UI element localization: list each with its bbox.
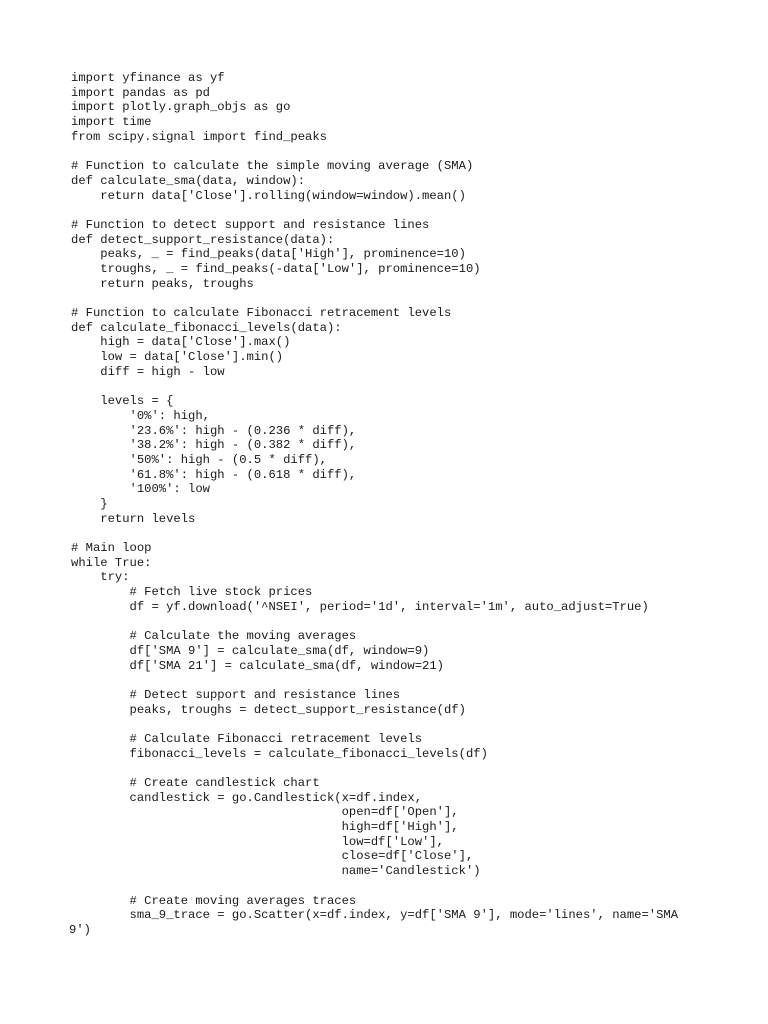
code-line xyxy=(71,673,731,688)
code-line: '38.2%': high - (0.382 * diff), xyxy=(71,438,357,453)
code-line: peaks, troughs = detect_support_resistance(df) xyxy=(71,702,466,717)
code-line: '0%': high, xyxy=(71,408,210,423)
code-line xyxy=(71,291,731,306)
code-line: def calculate_sma(data, window): xyxy=(71,173,306,188)
code-line: # Create candlestick chart xyxy=(71,776,320,790)
code-line: high=df['High'], xyxy=(71,820,459,835)
code-line: # Function to calculate the simple moving average (SMA) xyxy=(71,159,474,174)
code-line xyxy=(71,379,731,394)
code-line: sma_9_trace = go.Scatter(x=df.index, y=df['SMA 9'], mode='lines', name='SMA xyxy=(71,908,679,923)
code-line: return peaks, troughs xyxy=(71,276,254,291)
code-line: low = data['Close'].min() xyxy=(71,350,284,365)
code-line: try: xyxy=(71,570,130,585)
code-line: open=df['Open'], xyxy=(71,805,459,820)
code-line: troughs, _ = find_peaks(-data['Low'], prominence=10) xyxy=(71,261,481,276)
code-line: # Main loop xyxy=(71,541,152,555)
code-line: while True: xyxy=(71,555,152,570)
code-line: } xyxy=(71,496,108,511)
code-line: df['SMA 21'] = calculate_sma(df, window=21) xyxy=(71,658,444,673)
code-line xyxy=(71,144,731,159)
code-line: # Create moving averages traces xyxy=(71,893,357,908)
code-line: fibonacci_levels = calculate_fibonacci_levels(df) xyxy=(71,746,488,761)
code-line: import time xyxy=(71,115,152,130)
code-line: # Fetch live stock prices xyxy=(71,585,313,600)
code-line: '61.8%': high - (0.618 * diff), xyxy=(71,467,357,482)
code-line: levels = { xyxy=(71,394,174,409)
code-line: peaks, _ = find_peaks(data['High'], prominence=10) xyxy=(71,247,466,262)
code-line: from scipy.signal import find_peaks xyxy=(71,129,327,144)
code-line xyxy=(71,717,731,732)
code-line xyxy=(71,761,731,776)
code-line xyxy=(71,203,731,218)
code-line: # Calculate Fibonacci retracement levels xyxy=(71,731,423,746)
code-line: # Function to detect support and resistance lines xyxy=(71,217,430,232)
code-line: # Function to calculate Fibonacci retracement levels xyxy=(71,306,452,320)
code-block xyxy=(71,71,731,938)
code-line: df['SMA 9'] = calculate_sma(df, window=9) xyxy=(71,643,430,658)
code-line: def calculate_fibonacci_levels(data): xyxy=(71,320,342,335)
code-line: high = data['Close'].max() xyxy=(71,335,291,350)
code-line: import plotly.graph_objs as go xyxy=(71,100,291,115)
code-line xyxy=(71,614,731,629)
code-line: '50%': high - (0.5 * diff), xyxy=(71,452,327,467)
code-line xyxy=(71,879,731,894)
code-line: low=df['Low'], xyxy=(71,834,444,849)
code-line xyxy=(71,526,731,541)
code-line: candlestick = go.Candlestick(x=df.index, xyxy=(71,790,423,805)
code-line: name='Candlestick') xyxy=(71,864,481,879)
code-line: diff = high - low xyxy=(71,364,225,379)
code-line: close=df['Close'], xyxy=(71,849,474,864)
code-line: df = yf.download('^NSEI', period='1d', interval='1m', auto_adjust=True) xyxy=(71,599,649,614)
code-line: # Calculate the moving averages xyxy=(71,629,357,644)
code-line: # Detect support and resistance lines xyxy=(71,687,401,702)
code-line: '23.6%': high - (0.236 * diff), xyxy=(71,423,357,438)
code-line: return data['Close'].rolling(window=window).mean() xyxy=(71,188,466,203)
code-line: def detect_support_resistance(data): xyxy=(71,232,335,247)
code-line: import yfinance as yf xyxy=(71,71,225,85)
code-line-wrapped: 9') xyxy=(69,922,91,937)
code-line: import pandas as pd xyxy=(71,85,210,100)
code-line: return levels xyxy=(71,511,196,526)
code-line: '100%': low xyxy=(71,482,210,497)
